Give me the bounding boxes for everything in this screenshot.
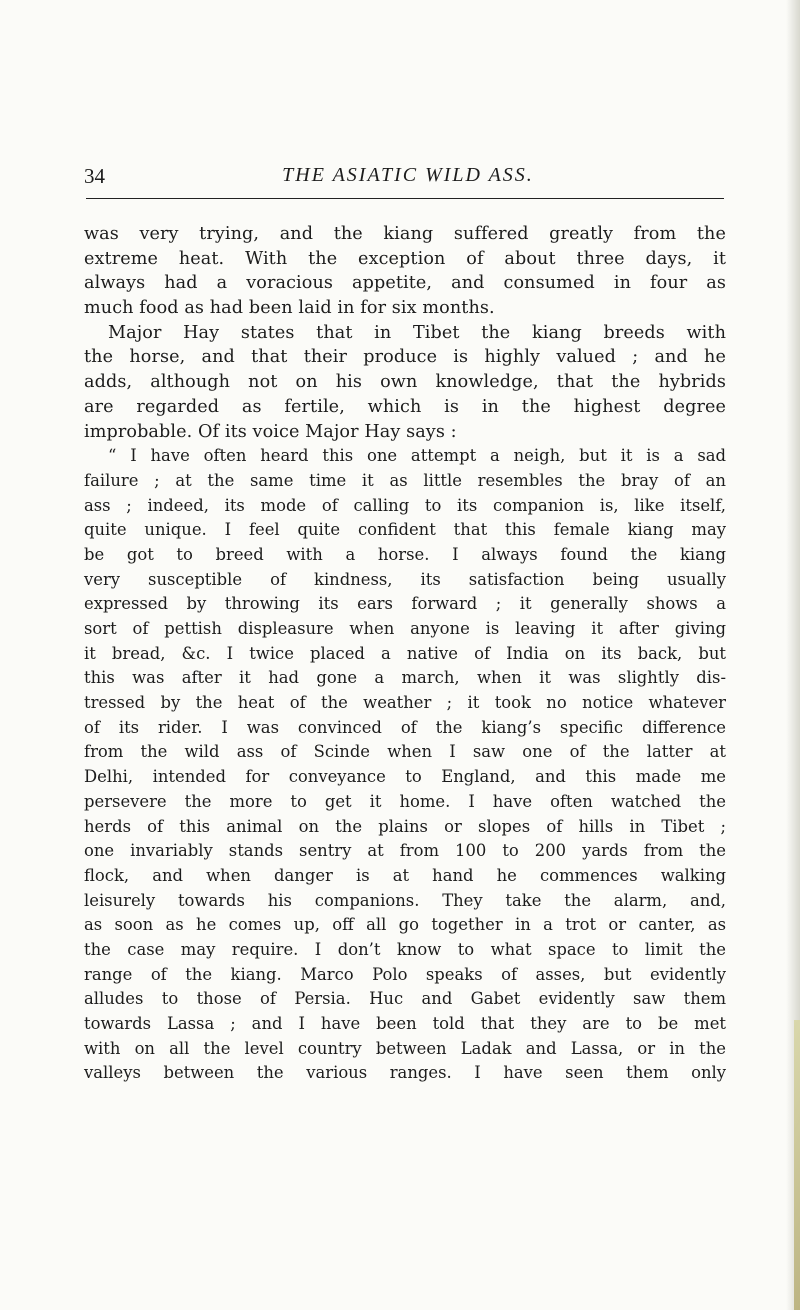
text-line: as soon as he comes up, off all go together in a trot or canter, as [84,915,726,935]
text-line: sort of pettish displeasure when anyone is leaving it after giving [84,619,726,638]
text-line: the case may require. I don’t know to what space to limit the [84,939,726,959]
text-line: range of the kiang. Marco Polo speaks of asses, but evidently [84,964,726,984]
page-number: 34 [84,164,105,188]
text-line: towards Lassa ; and I have been told that they are to be met [84,1014,726,1033]
page-header [84,164,724,194]
text-line: expressed by throwing its ears forward ; it generally shows a [84,594,726,614]
text-line: leisurely towards his companions. They take the alarm, and, [84,890,726,910]
text-line: tressed by the heat of the weather ; it took no notice whatever [84,693,726,713]
text-line: herds of this animal on the plains or slopes of hills in Tibet ; [84,816,726,836]
text-line: from the wild ass of Scinde when I saw one of the latter at [84,742,726,762]
text-line: alludes to those of Persia. Huc and Gabet evidently saw them [84,989,726,1009]
text-line: the horse, and that their produce is highly valued ; and he [84,347,726,368]
text-line: failure ; at the same time it as little resembles the bray of an [84,470,726,490]
text-line: be got to breed with a horse. I always found the kiang [84,544,726,564]
text-line: always had a voracious appetite, and consumed in four as [84,273,726,294]
text-line: quite unique. I feel quite confident that this female kiang may [84,520,726,540]
page-edge-discoloration [794,1020,800,1310]
text-line: Major Hay states that in Tibet the kiang breeds with [108,322,726,343]
paragraph-1 [84,222,726,321]
text-line: “ I have often heard this one attempt a neigh, but it is a sad [108,446,726,466]
paragraph-2 [84,321,726,444]
body-text [84,222,726,1086]
paragraph-3-quotation [84,444,726,1086]
text-line: Delhi, intended for conveyance to England, and this made me [84,767,726,787]
text-line: was very trying, and the kiang suffered greatly from the [84,224,726,244]
text-line: it bread, &c. I twice placed a native of India on its back, but [84,643,726,663]
text-line: improbable. Of its voice Major Hay says : [84,421,457,442]
text-line: valleys between the various ranges. I have seen them only [84,1063,726,1083]
header-rule [86,198,724,199]
text-line: persevere the more to get it home. I have often watched the [84,791,726,811]
text-line: ass ; indeed, its mode of calling to its companion is, like itself, [84,495,726,515]
text-line: very susceptible of kindness, its satisfaction being usually [84,569,726,589]
text-line: are regarded as fertile, which is in the highest degree [84,396,726,417]
running-title: THE ASIATIC WILD ASS. [282,164,534,186]
text-line: this was after it had gone a march, when it was slightly dis- [84,668,726,688]
text-line: much food as had been laid in for six months. [84,298,495,319]
text-line: flock, and when danger is at hand he commences walking [84,865,726,885]
text-line: one invariably stands sentry at from 100 to 200 yards from the [84,841,726,861]
text-line: extreme heat. With the exception of about three days, it [84,248,726,269]
text-line: with on all the level country between Ladak and Lassa, or in the [84,1038,726,1058]
text-line: of its rider. I was convinced of the kiang’s specific difference [84,717,726,737]
text-line: adds, although not on his own knowledge, that the hybrids [84,372,726,393]
